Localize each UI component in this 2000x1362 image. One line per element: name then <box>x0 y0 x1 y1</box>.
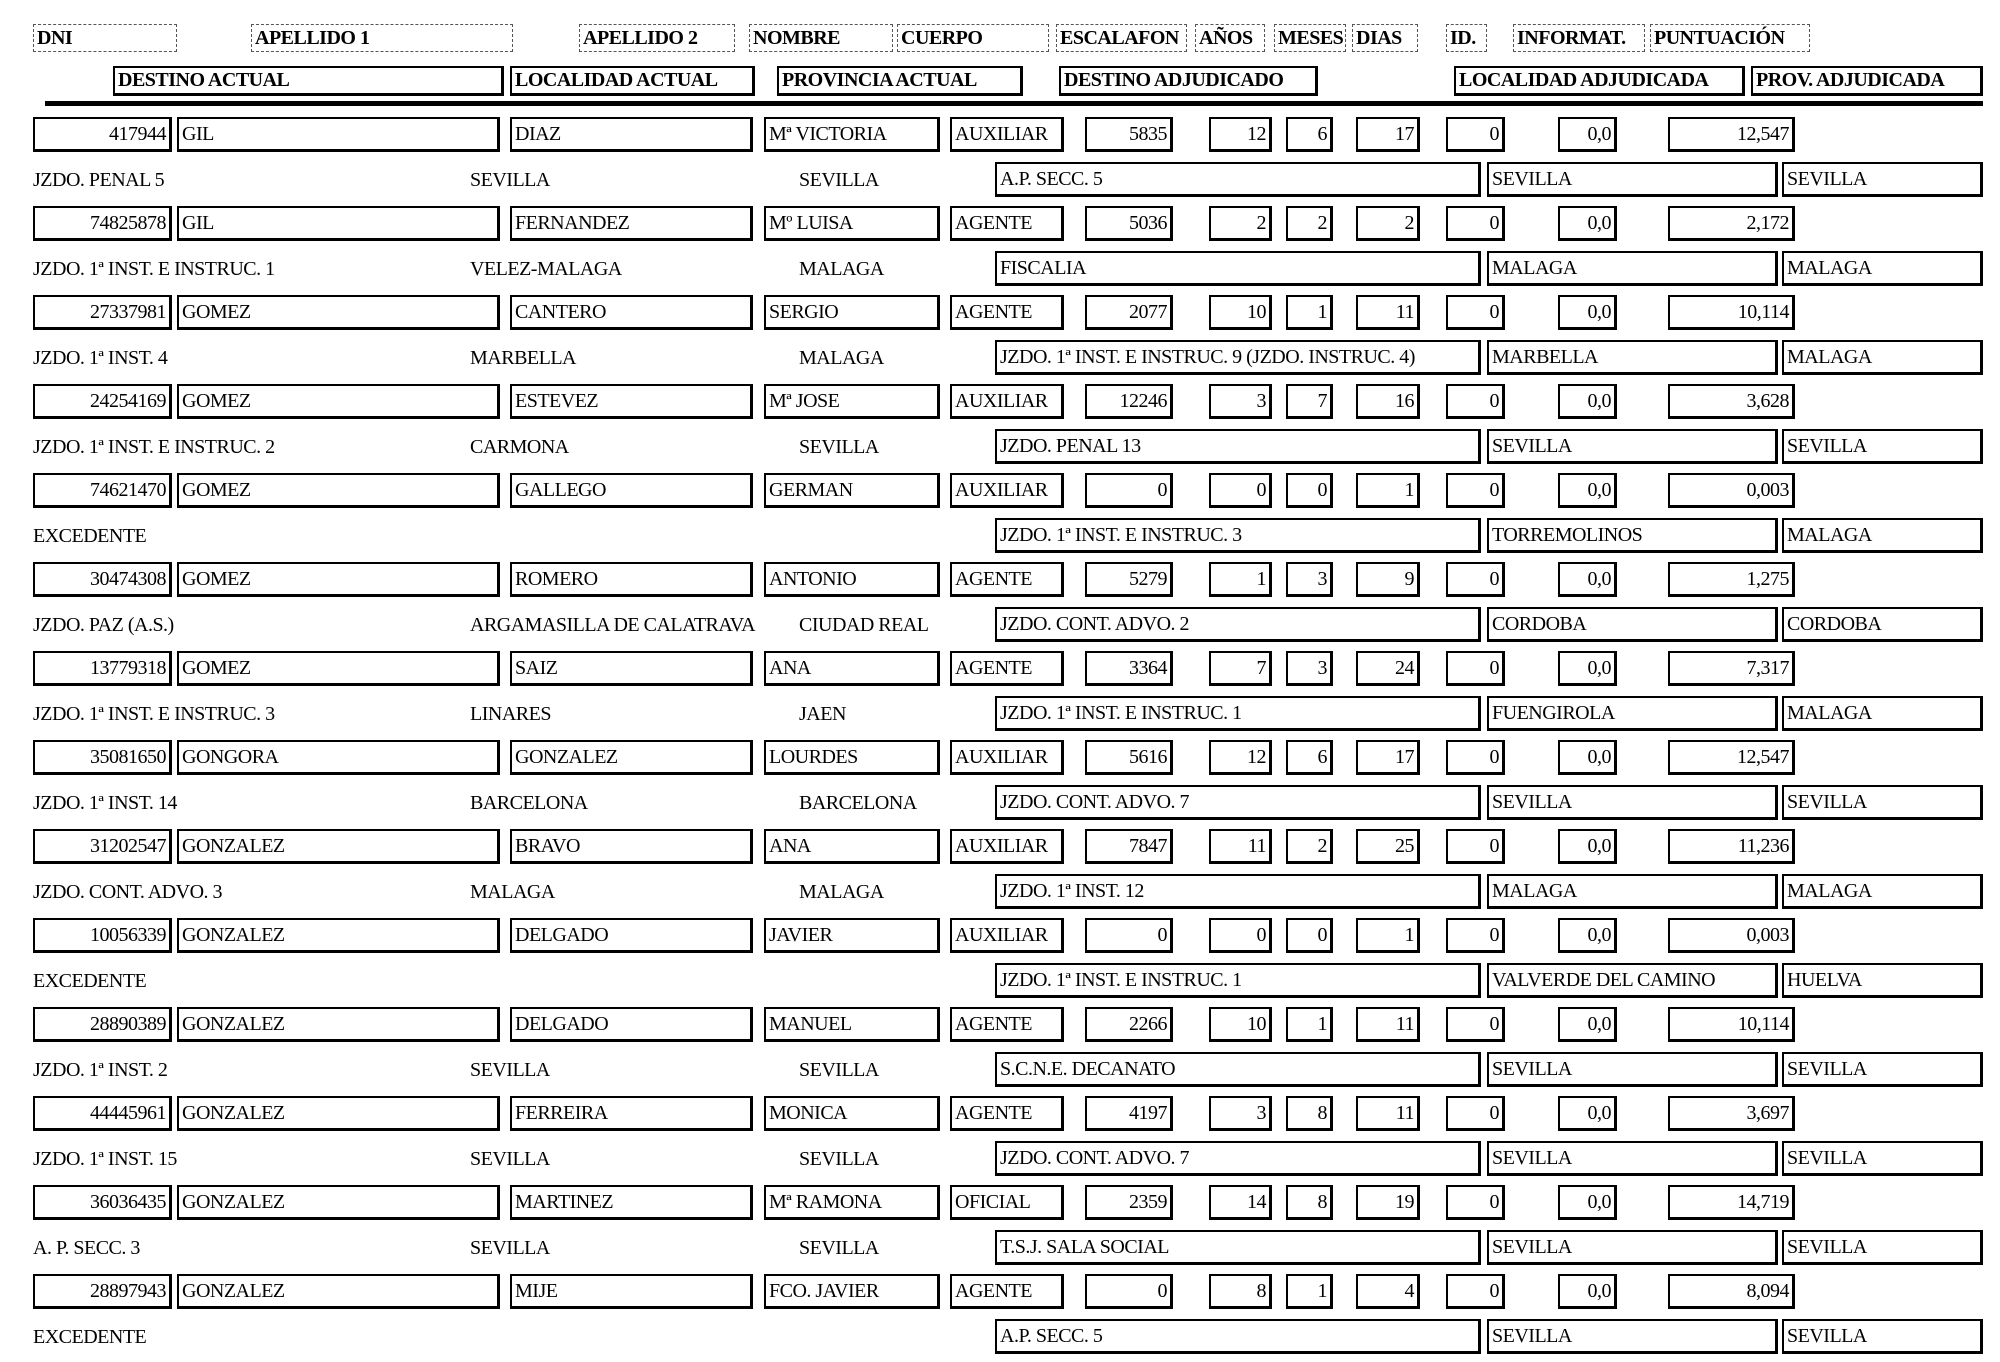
header-destino-actual: DESTINO ACTUAL <box>113 66 504 96</box>
field-dni: 44445961 <box>33 1096 172 1131</box>
field-apellido1: GOMEZ <box>177 651 500 686</box>
field-informat: 0,0 <box>1558 562 1617 597</box>
field-apellido2: DELGADO <box>510 918 753 953</box>
field-escalafon: 3364 <box>1085 651 1173 686</box>
field-dni: 74621470 <box>33 473 172 508</box>
destino-actual-text: JZDO. PAZ (A.S.) <box>33 614 174 636</box>
localidad-actual-text: LINARES <box>470 703 551 725</box>
field-apellido2: DELGADO <box>510 1007 753 1042</box>
field-dias: 16 <box>1356 384 1420 419</box>
field-apellido1: GOMEZ <box>177 384 500 419</box>
field-destino-adjudicado: A.P. SECC. 5 <box>995 1319 1481 1354</box>
field-apellido2: DIAZ <box>510 117 753 152</box>
field-informat: 0,0 <box>1558 1185 1617 1220</box>
field-apellido1: GOMEZ <box>177 562 500 597</box>
field-dni: 28897943 <box>33 1274 172 1309</box>
field-nombre: GERMAN <box>764 473 940 508</box>
field-apellido1: GONZALEZ <box>177 918 500 953</box>
field-id: 0 <box>1446 295 1505 330</box>
field-puntuacion: 3,697 <box>1668 1096 1795 1131</box>
field-apellido2: FERREIRA <box>510 1096 753 1131</box>
header-localidad-actual: LOCALIDAD ACTUAL <box>510 66 755 96</box>
field-destino-adjudicado: JZDO. CONT. ADVO. 7 <box>995 785 1481 820</box>
field-cuerpo: AGENTE <box>950 295 1064 330</box>
field-provincia-adjudicada: MALAGA <box>1782 696 1983 731</box>
field-informat: 0,0 <box>1558 1274 1617 1309</box>
field-anos: 12 <box>1209 117 1272 152</box>
field-dias: 11 <box>1356 1096 1420 1131</box>
provincia-actual-text: SEVILLA <box>799 1237 879 1259</box>
field-escalafon: 5036 <box>1085 206 1173 241</box>
header-dni: DNI <box>33 24 177 52</box>
field-localidad-adjudicada: SEVILLA <box>1487 1141 1778 1176</box>
provincia-actual-text: SEVILLA <box>799 436 879 458</box>
field-destino-adjudicado: JZDO. CONT. ADVO. 2 <box>995 607 1481 642</box>
field-escalafon: 0 <box>1085 918 1173 953</box>
field-id: 0 <box>1446 918 1505 953</box>
field-dias: 1 <box>1356 473 1420 508</box>
localidad-actual-text: SEVILLA <box>470 169 550 191</box>
field-localidad-adjudicada: CORDOBA <box>1487 607 1778 642</box>
field-apellido2: GALLEGO <box>510 473 753 508</box>
field-apellido1: GONZALEZ <box>177 1096 500 1131</box>
field-apellido1: GONZALEZ <box>177 1185 500 1220</box>
destino-actual-text: JZDO. 1ª INST. E INSTRUC. 3 <box>33 703 275 725</box>
field-meses: 8 <box>1286 1096 1333 1131</box>
field-escalafon: 2077 <box>1085 295 1173 330</box>
field-apellido2: BRAVO <box>510 829 753 864</box>
field-informat: 0,0 <box>1558 918 1617 953</box>
destino-actual-text: JZDO. 1ª INST. 14 <box>33 792 177 814</box>
field-informat: 0,0 <box>1558 1007 1617 1042</box>
field-nombre: Mª RAMONA <box>764 1185 940 1220</box>
field-dias: 17 <box>1356 117 1420 152</box>
field-puntuacion: 12,547 <box>1668 117 1795 152</box>
provincia-actual-text: SEVILLA <box>799 1148 879 1170</box>
field-puntuacion: 11,236 <box>1668 829 1795 864</box>
header-divider <box>45 101 1983 106</box>
field-nombre: FCO. JAVIER <box>764 1274 940 1309</box>
field-meses: 3 <box>1286 651 1333 686</box>
field-anos: 7 <box>1209 651 1272 686</box>
field-puntuacion: 1,275 <box>1668 562 1795 597</box>
field-dni: 10056339 <box>33 918 172 953</box>
header-apellido-1: APELLIDO 1 <box>251 24 513 52</box>
field-localidad-adjudicada: SEVILLA <box>1487 1319 1778 1354</box>
field-anos: 11 <box>1209 829 1272 864</box>
field-destino-adjudicado: S.C.N.E. DECANATO <box>995 1052 1481 1087</box>
field-cuerpo: AGENTE <box>950 1274 1064 1309</box>
header-prov-adjudicada: PROV. ADJUDICADA <box>1751 66 1983 96</box>
field-escalafon: 2266 <box>1085 1007 1173 1042</box>
field-dias: 25 <box>1356 829 1420 864</box>
destino-actual-text: EXCEDENTE <box>33 970 147 992</box>
header-dias: DIAS <box>1352 24 1418 52</box>
field-dni: 74825878 <box>33 206 172 241</box>
header-destino-adjudicado: DESTINO ADJUDICADO <box>1059 66 1318 96</box>
field-dni: 31202547 <box>33 829 172 864</box>
field-anos: 10 <box>1209 1007 1272 1042</box>
header-apellido-2: APELLIDO 2 <box>579 24 735 52</box>
field-provincia-adjudicada: MALAGA <box>1782 340 1983 375</box>
destino-actual-text: JZDO. 1ª INST. E INSTRUC. 2 <box>33 436 275 458</box>
field-provincia-adjudicada: SEVILLA <box>1782 1319 1983 1354</box>
field-escalafon: 2359 <box>1085 1185 1173 1220</box>
field-id: 0 <box>1446 117 1505 152</box>
field-dias: 11 <box>1356 295 1420 330</box>
field-destino-adjudicado: JZDO. 1ª INST. E INSTRUC. 3 <box>995 518 1481 553</box>
field-escalafon: 5279 <box>1085 562 1173 597</box>
field-anos: 3 <box>1209 384 1272 419</box>
field-meses: 1 <box>1286 1274 1333 1309</box>
provincia-actual-text: MALAGA <box>799 258 884 280</box>
field-meses: 7 <box>1286 384 1333 419</box>
field-provincia-adjudicada: SEVILLA <box>1782 785 1983 820</box>
field-dias: 1 <box>1356 918 1420 953</box>
field-id: 0 <box>1446 562 1505 597</box>
field-meses: 2 <box>1286 829 1333 864</box>
field-apellido1: GOMEZ <box>177 295 500 330</box>
destino-actual-text: A. P. SECC. 3 <box>33 1237 140 1259</box>
localidad-actual-text: MARBELLA <box>470 347 576 369</box>
field-informat: 0,0 <box>1558 740 1617 775</box>
field-id: 0 <box>1446 829 1505 864</box>
field-dias: 19 <box>1356 1185 1420 1220</box>
field-cuerpo: AUXILIAR <box>950 740 1064 775</box>
field-puntuacion: 10,114 <box>1668 1007 1795 1042</box>
provincia-actual-text: JAEN <box>799 703 846 725</box>
field-localidad-adjudicada: MALAGA <box>1487 874 1778 909</box>
field-dni: 36036435 <box>33 1185 172 1220</box>
field-meses: 2 <box>1286 206 1333 241</box>
provincia-actual-text: MALAGA <box>799 347 884 369</box>
destino-actual-text: EXCEDENTE <box>33 1326 147 1348</box>
field-meses: 6 <box>1286 117 1333 152</box>
field-dias: 24 <box>1356 651 1420 686</box>
field-meses: 0 <box>1286 918 1333 953</box>
field-cuerpo: AUXILIAR <box>950 829 1064 864</box>
field-destino-adjudicado: JZDO. 1ª INST. 12 <box>995 874 1481 909</box>
field-apellido2: SAIZ <box>510 651 753 686</box>
field-anos: 10 <box>1209 295 1272 330</box>
field-cuerpo: AGENTE <box>950 206 1064 241</box>
header-provincia-actual: PROVINCIA ACTUAL <box>777 66 1023 96</box>
field-meses: 0 <box>1286 473 1333 508</box>
header-localidad-adjudicada: LOCALIDAD ADJUDICADA <box>1454 66 1745 96</box>
header-puntuacion: PUNTUACIÓN <box>1650 24 1810 52</box>
field-puntuacion: 10,114 <box>1668 295 1795 330</box>
field-cuerpo: AUXILIAR <box>950 918 1064 953</box>
field-provincia-adjudicada: HUELVA <box>1782 963 1983 998</box>
field-puntuacion: 3,628 <box>1668 384 1795 419</box>
provincia-actual-text: MALAGA <box>799 881 884 903</box>
field-apellido1: GONZALEZ <box>177 1274 500 1309</box>
field-cuerpo: AUXILIAR <box>950 117 1064 152</box>
destino-actual-text: JZDO. PENAL 5 <box>33 169 165 191</box>
destino-actual-text: EXCEDENTE <box>33 525 147 547</box>
field-dni: 417944 <box>33 117 172 152</box>
field-id: 0 <box>1446 740 1505 775</box>
field-localidad-adjudicada: VALVERDE DEL CAMINO <box>1487 963 1778 998</box>
provincia-actual-text: SEVILLA <box>799 169 879 191</box>
field-id: 0 <box>1446 1185 1505 1220</box>
field-provincia-adjudicada: SEVILLA <box>1782 1141 1983 1176</box>
field-localidad-adjudicada: SEVILLA <box>1487 785 1778 820</box>
field-apellido1: GONGORA <box>177 740 500 775</box>
field-escalafon: 5835 <box>1085 117 1173 152</box>
localidad-actual-text: SEVILLA <box>470 1059 550 1081</box>
field-informat: 0,0 <box>1558 1096 1617 1131</box>
field-escalafon: 4197 <box>1085 1096 1173 1131</box>
header-meses: MESES <box>1274 24 1346 52</box>
field-cuerpo: AGENTE <box>950 1096 1064 1131</box>
field-informat: 0,0 <box>1558 473 1617 508</box>
destino-actual-text: JZDO. 1ª INST. E INSTRUC. 1 <box>33 258 275 280</box>
field-localidad-adjudicada: SEVILLA <box>1487 429 1778 464</box>
field-anos: 14 <box>1209 1185 1272 1220</box>
field-anos: 0 <box>1209 918 1272 953</box>
field-meses: 3 <box>1286 562 1333 597</box>
localidad-actual-text: SEVILLA <box>470 1237 550 1259</box>
field-apellido2: MARTINEZ <box>510 1185 753 1220</box>
field-informat: 0,0 <box>1558 117 1617 152</box>
field-puntuacion: 8,094 <box>1668 1274 1795 1309</box>
field-nombre: ANA <box>764 651 940 686</box>
field-localidad-adjudicada: MALAGA <box>1487 251 1778 286</box>
field-nombre: MONICA <box>764 1096 940 1131</box>
field-cuerpo: OFICIAL <box>950 1185 1064 1220</box>
field-destino-adjudicado: T.S.J. SALA SOCIAL <box>995 1230 1481 1265</box>
localidad-actual-text: CARMONA <box>470 436 569 458</box>
localidad-actual-text: BARCELONA <box>470 792 588 814</box>
provincia-actual-text: SEVILLA <box>799 1059 879 1081</box>
header-escalafon: ESCALAFON <box>1056 24 1187 52</box>
field-apellido2: ROMERO <box>510 562 753 597</box>
field-cuerpo: AGENTE <box>950 651 1064 686</box>
field-puntuacion: 14,719 <box>1668 1185 1795 1220</box>
field-destino-adjudicado: JZDO. 1ª INST. E INSTRUC. 1 <box>995 963 1481 998</box>
field-anos: 0 <box>1209 473 1272 508</box>
field-id: 0 <box>1446 384 1505 419</box>
field-id: 0 <box>1446 651 1505 686</box>
field-provincia-adjudicada: MALAGA <box>1782 251 1983 286</box>
field-nombre: Mª JOSE <box>764 384 940 419</box>
localidad-actual-text: ARGAMASILLA DE CALATRAVA <box>470 614 756 636</box>
field-provincia-adjudicada: SEVILLA <box>1782 429 1983 464</box>
header-nombre: NOMBRE <box>749 24 893 52</box>
field-escalafon: 12246 <box>1085 384 1173 419</box>
field-escalafon: 0 <box>1085 473 1173 508</box>
header-id: ID. <box>1446 24 1487 52</box>
field-puntuacion: 0,003 <box>1668 473 1795 508</box>
provincia-actual-text: CIUDAD REAL <box>799 614 929 636</box>
localidad-actual-text: SEVILLA <box>470 1148 550 1170</box>
field-anos: 2 <box>1209 206 1272 241</box>
field-cuerpo: AUXILIAR <box>950 384 1064 419</box>
field-destino-adjudicado: JZDO. PENAL 13 <box>995 429 1481 464</box>
field-destino-adjudicado: JZDO. 1ª INST. E INSTRUC. 9 (JZDO. INSTRUC. 4) <box>995 340 1481 375</box>
field-localidad-adjudicada: FUENGIROLA <box>1487 696 1778 731</box>
field-localidad-adjudicada: SEVILLA <box>1487 1230 1778 1265</box>
field-nombre: LOURDES <box>764 740 940 775</box>
field-anos: 8 <box>1209 1274 1272 1309</box>
destino-actual-text: JZDO. 1ª INST. 2 <box>33 1059 168 1081</box>
field-anos: 12 <box>1209 740 1272 775</box>
field-dias: 17 <box>1356 740 1420 775</box>
field-provincia-adjudicada: SEVILLA <box>1782 1052 1983 1087</box>
field-meses: 8 <box>1286 1185 1333 1220</box>
field-id: 0 <box>1446 1274 1505 1309</box>
destino-actual-text: JZDO. CONT. ADVO. 3 <box>33 881 223 903</box>
field-informat: 0,0 <box>1558 206 1617 241</box>
field-informat: 0,0 <box>1558 651 1617 686</box>
field-apellido2: ESTEVEZ <box>510 384 753 419</box>
field-meses: 6 <box>1286 740 1333 775</box>
field-nombre: ANTONIO <box>764 562 940 597</box>
field-localidad-adjudicada: TORREMOLINOS <box>1487 518 1778 553</box>
field-dni: 27337981 <box>33 295 172 330</box>
field-id: 0 <box>1446 1096 1505 1131</box>
field-cuerpo: AGENTE <box>950 562 1064 597</box>
field-destino-adjudicado: A.P. SECC. 5 <box>995 162 1481 197</box>
field-escalafon: 5616 <box>1085 740 1173 775</box>
localidad-actual-text: VELEZ-MALAGA <box>470 258 622 280</box>
field-destino-adjudicado: JZDO. 1ª INST. E INSTRUC. 1 <box>995 696 1481 731</box>
field-informat: 0,0 <box>1558 384 1617 419</box>
field-cuerpo: AGENTE <box>950 1007 1064 1042</box>
field-informat: 0,0 <box>1558 295 1617 330</box>
field-apellido1: GIL <box>177 117 500 152</box>
destino-actual-text: JZDO. 1ª INST. 15 <box>33 1148 177 1170</box>
field-puntuacion: 7,317 <box>1668 651 1795 686</box>
field-provincia-adjudicada: MALAGA <box>1782 874 1983 909</box>
field-anos: 1 <box>1209 562 1272 597</box>
field-escalafon: 7847 <box>1085 829 1173 864</box>
field-meses: 1 <box>1286 1007 1333 1042</box>
field-escalafon: 0 <box>1085 1274 1173 1309</box>
field-localidad-adjudicada: SEVILLA <box>1487 162 1778 197</box>
field-dni: 35081650 <box>33 740 172 775</box>
field-apellido2: CANTERO <box>510 295 753 330</box>
field-dias: 9 <box>1356 562 1420 597</box>
field-meses: 1 <box>1286 295 1333 330</box>
field-provincia-adjudicada: SEVILLA <box>1782 162 1983 197</box>
field-provincia-adjudicada: CORDOBA <box>1782 607 1983 642</box>
header-informat: INFORMAT. <box>1513 24 1645 52</box>
localidad-actual-text: MALAGA <box>470 881 555 903</box>
field-nombre: ANA <box>764 829 940 864</box>
field-apellido1: GOMEZ <box>177 473 500 508</box>
field-nombre: Mº LUISA <box>764 206 940 241</box>
field-nombre: MANUEL <box>764 1007 940 1042</box>
field-destino-adjudicado: FISCALIA <box>995 251 1481 286</box>
field-provincia-adjudicada: MALAGA <box>1782 518 1983 553</box>
field-apellido2: GONZALEZ <box>510 740 753 775</box>
field-dias: 11 <box>1356 1007 1420 1042</box>
field-apellido2: MIJE <box>510 1274 753 1309</box>
field-cuerpo: AUXILIAR <box>950 473 1064 508</box>
field-destino-adjudicado: JZDO. CONT. ADVO. 7 <box>995 1141 1481 1176</box>
field-puntuacion: 2,172 <box>1668 206 1795 241</box>
header-cuerpo: CUERPO <box>897 24 1049 52</box>
field-nombre: SERGIO <box>764 295 940 330</box>
field-dni: 24254169 <box>33 384 172 419</box>
field-dias: 4 <box>1356 1274 1420 1309</box>
field-provincia-adjudicada: SEVILLA <box>1782 1230 1983 1265</box>
field-id: 0 <box>1446 1007 1505 1042</box>
field-apellido1: GIL <box>177 206 500 241</box>
provincia-actual-text: BARCELONA <box>799 792 917 814</box>
field-dias: 2 <box>1356 206 1420 241</box>
field-localidad-adjudicada: SEVILLA <box>1487 1052 1778 1087</box>
field-localidad-adjudicada: MARBELLA <box>1487 340 1778 375</box>
header-anos: AÑOS <box>1195 24 1265 52</box>
field-apellido1: GONZALEZ <box>177 1007 500 1042</box>
field-id: 0 <box>1446 473 1505 508</box>
field-nombre: JAVIER <box>764 918 940 953</box>
field-puntuacion: 0,003 <box>1668 918 1795 953</box>
field-anos: 3 <box>1209 1096 1272 1131</box>
field-apellido1: GONZALEZ <box>177 829 500 864</box>
field-nombre: Mª VICTORIA <box>764 117 940 152</box>
field-id: 0 <box>1446 206 1505 241</box>
field-apellido2: FERNANDEZ <box>510 206 753 241</box>
field-puntuacion: 12,547 <box>1668 740 1795 775</box>
field-dni: 30474308 <box>33 562 172 597</box>
destino-actual-text: JZDO. 1ª INST. 4 <box>33 347 168 369</box>
field-dni: 13779318 <box>33 651 172 686</box>
field-informat: 0,0 <box>1558 829 1617 864</box>
field-dni: 28890389 <box>33 1007 172 1042</box>
